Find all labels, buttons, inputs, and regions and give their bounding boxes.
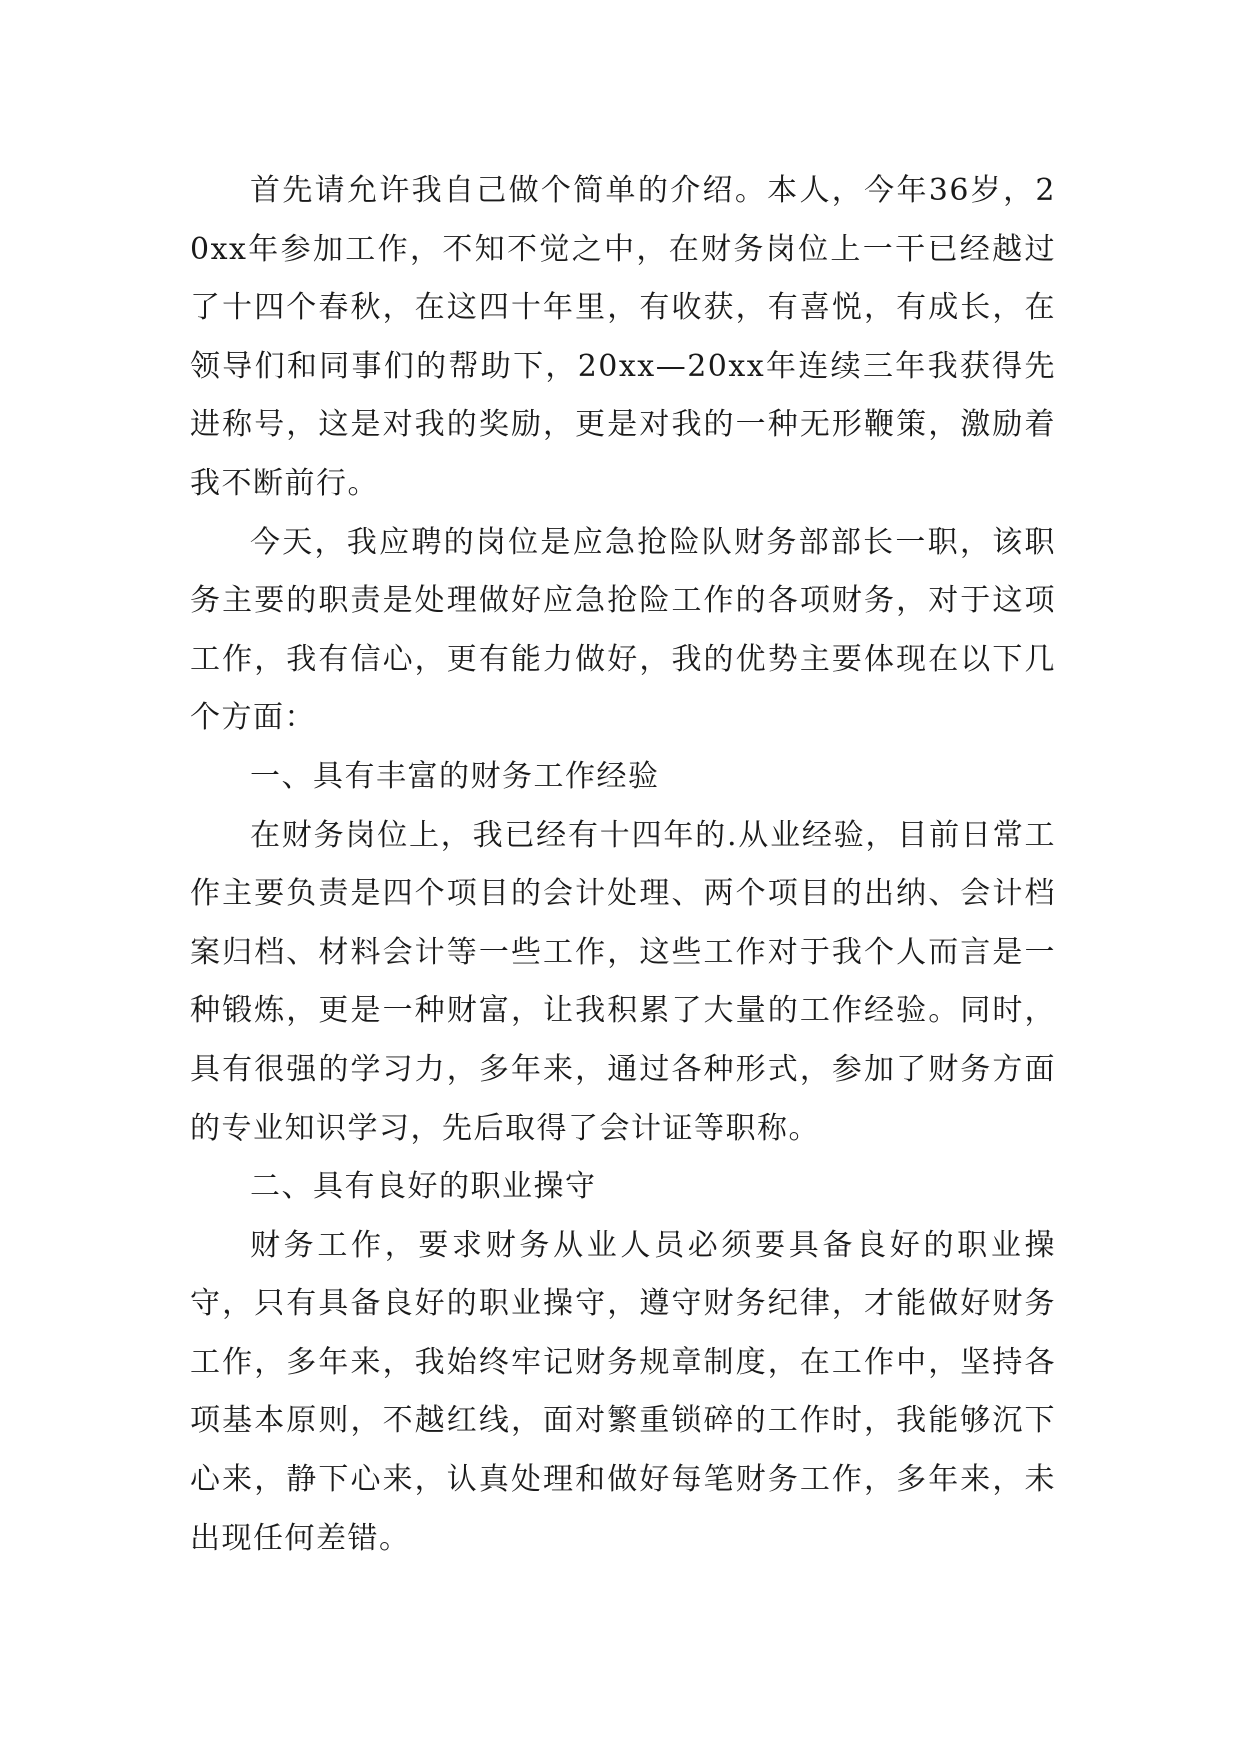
paragraph-ethics: 财务工作，要求财务从业人员必须要具备良好的职业操守，只有具备良好的职业操守，遵守财务纪律，才能做好财务工作，多年来，我始终牢记财务规章制度，在工作中，坚持各项基本原则，不越红线，面对繁重锁碎的工作时，我能够沉下心来，静下心来，认真处理和做好每笔财务工作，多年来，未出现任何差错。 [190, 1227, 1056, 1556]
document-body [190, 162, 1056, 1568]
section-heading-ethics: 二、具有良好的职业操守 [250, 1169, 597, 1205]
section-heading-experience: 一、具有丰富的财务工作经验 [250, 758, 660, 794]
paragraph-position: 今天，我应聘的岗位是应急抢险队财务部部长一职，该职务主要的职责是处理做好应急抢险工作的各项财务，对于这项工作，我有信心，更有能力做好，我的优势主要体现在以下几个方面： [190, 524, 1056, 736]
paragraph-experience: 在财务岗位上，我已经有十四年的.从业经验，目前日常工作主要负责是四个项目的会计处理、两个项目的出纳、会计档案归档、材料会计等一些工作，这些工作对于我个人而言是一种锻炼，更是一种财富，让我积累了大量的工作经验。同时，具有很强的学习力，多年来，通过各种形式，参加了财务方面的专业知识学习，先后取得了会计证等职称。 [190, 817, 1056, 1146]
paragraph-introduction: 首先请允许我自己做个简单的介绍。本人，今年36岁，20xx年参加工作，不知不觉之中，在财务岗位上一干已经越过了十四个春秋，在这四十年里，有收获，有喜悦，有成长，在领导们和同事们的帮助下，20xx—20xx年连续三年我获得先进称号，这是对我的奖励，更是对我的一种无形鞭策，激励着我不断前行。 [190, 173, 1056, 501]
